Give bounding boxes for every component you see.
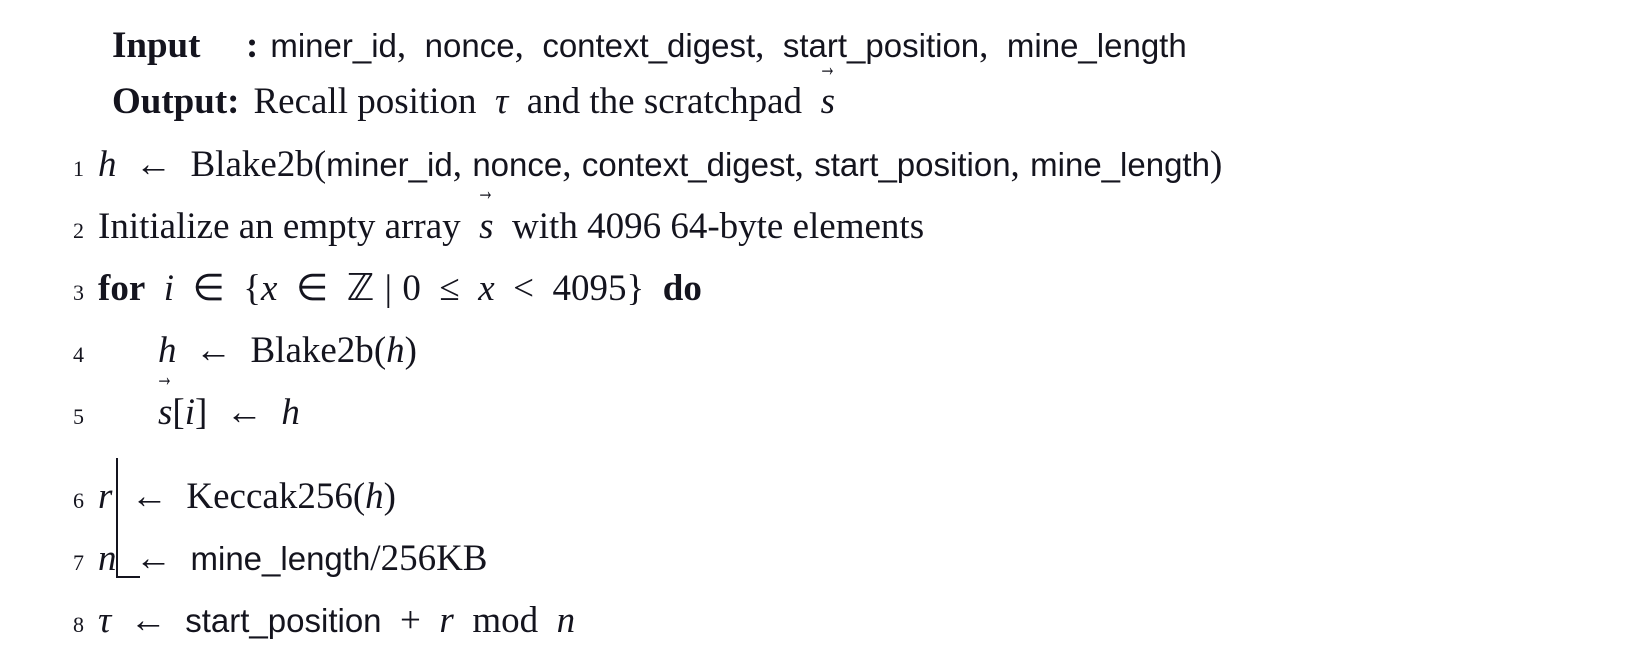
var-x: x: [261, 268, 278, 309]
init-text-b: with 4096 64-byte elements: [512, 206, 925, 247]
var-h: h: [158, 330, 177, 371]
var-h: h: [281, 392, 300, 433]
line-number: 6: [73, 488, 84, 513]
recall-mid: and the scratchpad: [526, 81, 803, 122]
id-context-digest: context_digest: [581, 146, 795, 183]
scratchpad-vector: s →: [821, 74, 835, 130]
line-number: 2: [73, 218, 84, 243]
id-nonce: nonce: [424, 27, 515, 64]
line-1-content: h ← Blake2b(miner_id, nonce, context_digest, start_position, mine_length): [98, 144, 1223, 185]
var-r: r: [98, 476, 113, 517]
input-value: miner_id, nonce, context_digest, start_position, mine_length: [270, 25, 1187, 66]
keyword-do: do: [662, 268, 702, 309]
line-number: 3: [73, 280, 84, 305]
line-number: 1: [73, 156, 84, 181]
line-8-content: τ ← start_position + r mod n: [98, 600, 576, 641]
var-i: i: [184, 392, 196, 433]
id-start-position: start_position: [814, 146, 1011, 183]
set-membership: ∈: [192, 268, 225, 309]
id-nonce: nonce: [472, 146, 563, 183]
var-i: i: [163, 268, 175, 309]
fn-blake2b: Blake2b: [190, 144, 314, 185]
line-number: 7: [73, 550, 84, 575]
output-value: [239, 74, 834, 130]
algorithm-line-6: [0, 468, 1646, 530]
loop-gap: [0, 446, 1646, 468]
assign-arrow: ←: [135, 144, 172, 185]
assign-arrow: ←: [129, 600, 167, 641]
line-5-content: s →[i] ← h: [98, 384, 300, 442]
assign-arrow: ←: [195, 330, 232, 371]
id-context-digest: context_digest: [542, 27, 756, 64]
id-mine-length: mine_length: [190, 540, 371, 577]
line-number: 8: [73, 612, 84, 637]
line-number: 5: [73, 404, 84, 429]
init-text-a: Initialize an empty array: [98, 206, 461, 247]
recall-prefix: Recall position: [253, 81, 477, 122]
scratchpad-vector: s →: [158, 384, 172, 442]
line-6-content: r ← Keccak256(h): [98, 476, 396, 517]
id-miner-id: miner_id: [270, 27, 397, 64]
var-h: h: [98, 144, 117, 185]
var-tau: τ: [98, 600, 112, 641]
id-start-position: start_position: [185, 602, 382, 639]
loop-bound: 4095: [552, 268, 627, 309]
algorithm-line-1: [0, 136, 1646, 198]
algorithm-line-4: [0, 322, 1646, 384]
id-mine-length: mine_length: [1030, 146, 1210, 183]
id-miner-id: miner_id: [326, 146, 453, 183]
algorithm-line-3: [0, 260, 1646, 322]
id-mine-length: mine_length: [1006, 27, 1187, 64]
var-n: n: [556, 600, 576, 641]
assign-arrow: ←: [130, 476, 168, 517]
algorithm-line-8: [0, 592, 1646, 654]
output-label: Output:: [112, 81, 240, 122]
id-start-position: start_position: [782, 27, 980, 64]
algorithm-line-7: [0, 530, 1646, 592]
line-7-content: [98, 530, 487, 588]
input-row: [112, 18, 1646, 74]
line-number: 4: [73, 342, 84, 367]
var-r: r: [439, 600, 454, 641]
algorithm-io: [0, 18, 1646, 130]
keyword-for: for: [98, 268, 146, 309]
scratchpad-vector: s →: [479, 198, 493, 256]
assign-arrow: ←: [225, 392, 263, 433]
input-colon: :: [246, 25, 259, 66]
line-3-content: for i ∈ {x ∈ ℤ | 0 ≤ x < 4095} do: [98, 268, 702, 309]
assign-arrow: ←: [135, 538, 172, 579]
mod-operator: mod: [472, 600, 539, 641]
algorithm-line-5: [0, 384, 1646, 446]
divisor-256kb: /256KB: [370, 538, 488, 579]
tau-symbol: τ: [494, 81, 509, 122]
fn-blake2b: Blake2b: [250, 330, 374, 371]
integer-set: ℤ: [346, 268, 375, 309]
algorithm-lines: [0, 136, 1646, 654]
output-row: [112, 74, 1646, 130]
var-n: n: [98, 538, 117, 579]
line-2-content: [98, 198, 924, 256]
fn-keccak256: Keccak256: [186, 476, 353, 517]
input-label: Input: [112, 25, 201, 66]
algorithm-line-2: [0, 198, 1646, 260]
line-4-content: h ← Blake2b(h): [158, 330, 417, 371]
